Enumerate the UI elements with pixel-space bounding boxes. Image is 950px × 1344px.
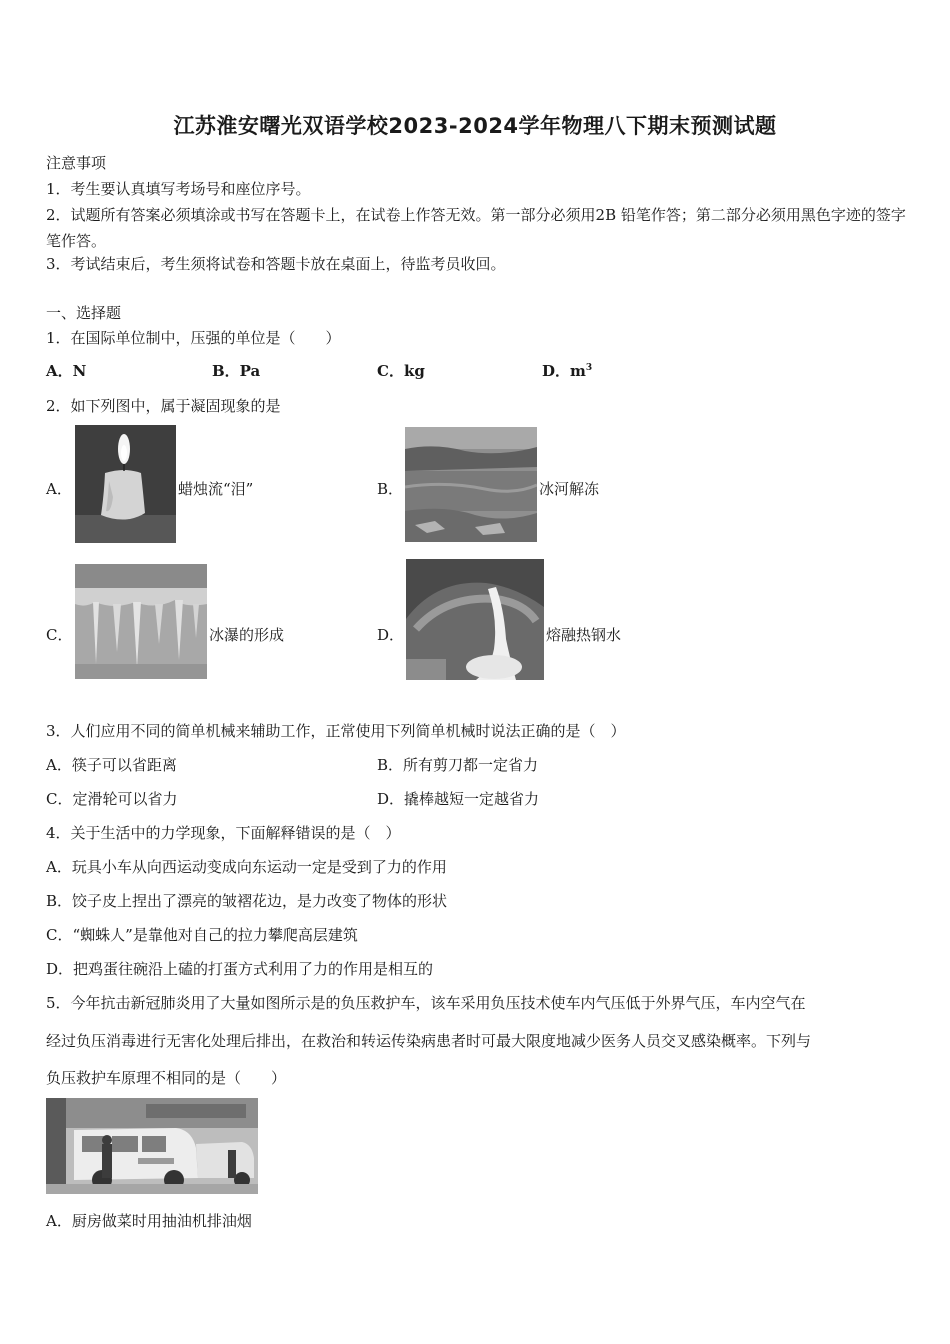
page-title: 江苏淮安曙光双语学校2023-2024学年物理八下期末预测试题 — [173, 114, 777, 138]
molten-steel-photo — [406, 559, 544, 680]
section-heading: 一、选择题 — [46, 304, 122, 322]
question-2-option-d-caption: 熔融热钢水 — [546, 626, 622, 644]
question-1-stem: 1．在国际单位制中，压强的单位是（ ） — [46, 329, 341, 347]
question-3-option-b: B．所有剪刀都一定省力 — [377, 756, 539, 774]
ice-waterfall-photo — [75, 564, 207, 679]
question-3-option-a: A．筷子可以省距离 — [46, 756, 177, 774]
candle-photo — [75, 425, 176, 543]
question-4-option-b: B．饺子皮上捏出了漂亮的皱褶花边，是力改变了物体的形状 — [46, 892, 448, 910]
question-2-stem: 2．如下列图中，属于凝固现象的是 — [46, 397, 281, 415]
question-3-option-d: D．撬棒越短一定越省力 — [377, 790, 540, 808]
question-2-option-c-caption: 冰瀑的形成 — [209, 626, 285, 644]
notice-item-3: 3．考试结束后，考生须将试卷和答题卡放在桌面上，待监考员收回。 — [46, 255, 506, 273]
notice-item-1: 1．考生要认真填写考场号和座位序号。 — [46, 180, 311, 198]
question-2-option-c-letter: C． — [46, 626, 73, 644]
question-1-option-a: A．N — [46, 362, 87, 380]
question-4-option-a: A．玩具小车从向西运动变成向东运动一定是受到了力的作用 — [46, 858, 447, 876]
question-3-stem: 3．人们应用不同的简单机械来辅助工作，正常使用下列简单机械时说法正确的是（ ） — [46, 722, 626, 740]
question-1-option-b: B．Pa — [212, 362, 261, 380]
question-2-option-b-caption: 冰河解冻 — [539, 480, 600, 498]
question-2-option-a-caption: 蜡烛流“泪” — [178, 480, 254, 498]
question-4-option-c: C．“蜘蛛人”是靠他对自己的拉力攀爬高层建筑 — [46, 926, 358, 944]
question-5-stem-line-3: 负压救护车原理不相同的是（ ） — [46, 1069, 287, 1087]
ambulance-photo — [46, 1098, 258, 1194]
question-2-option-d-letter: D． — [377, 626, 405, 644]
question-4-option-d: D．把鸡蛋往碗沿上磕的打蛋方式利用了力的作用是相互的 — [46, 960, 434, 978]
question-5-option-a: A．厨房做菜时用抽油机排油烟 — [46, 1212, 252, 1230]
question-2-option-a-letter: A． — [46, 480, 72, 498]
question-5-stem-line-1: 5．今年抗击新冠肺炎用了大量如图所示是的负压救护车，该车采用负压技术使车内气压低于外界气压，车内空气在 — [46, 994, 806, 1012]
question-3-option-c: C．定滑轮可以省力 — [46, 790, 178, 808]
question-4-stem: 4．关于生活中的力学现象，下面解释错误的是（ ） — [46, 824, 401, 842]
question-1-option-c: C．kg — [377, 362, 425, 380]
question-1-option-d: D．$m^3$ — [542, 362, 593, 380]
question-5-stem-line-2: 经过负压消毒进行无害化处理后排出，在救治和转运传染病患者时可最大限度地减少医务人员交叉感染概率。下列与 — [46, 1032, 812, 1050]
notice-heading: 注意事项 — [46, 154, 107, 172]
question-2-option-b-letter: B． — [377, 480, 404, 498]
thawing-river-photo — [405, 427, 537, 542]
notice-item-2: 2．试题所有答案必须填涂或书写在答题卡上，在试卷上作答无效。第一部分必须用2B 铅笔作答；第二部分必须用黑色字迹的签字笔作答。 — [46, 206, 906, 250]
